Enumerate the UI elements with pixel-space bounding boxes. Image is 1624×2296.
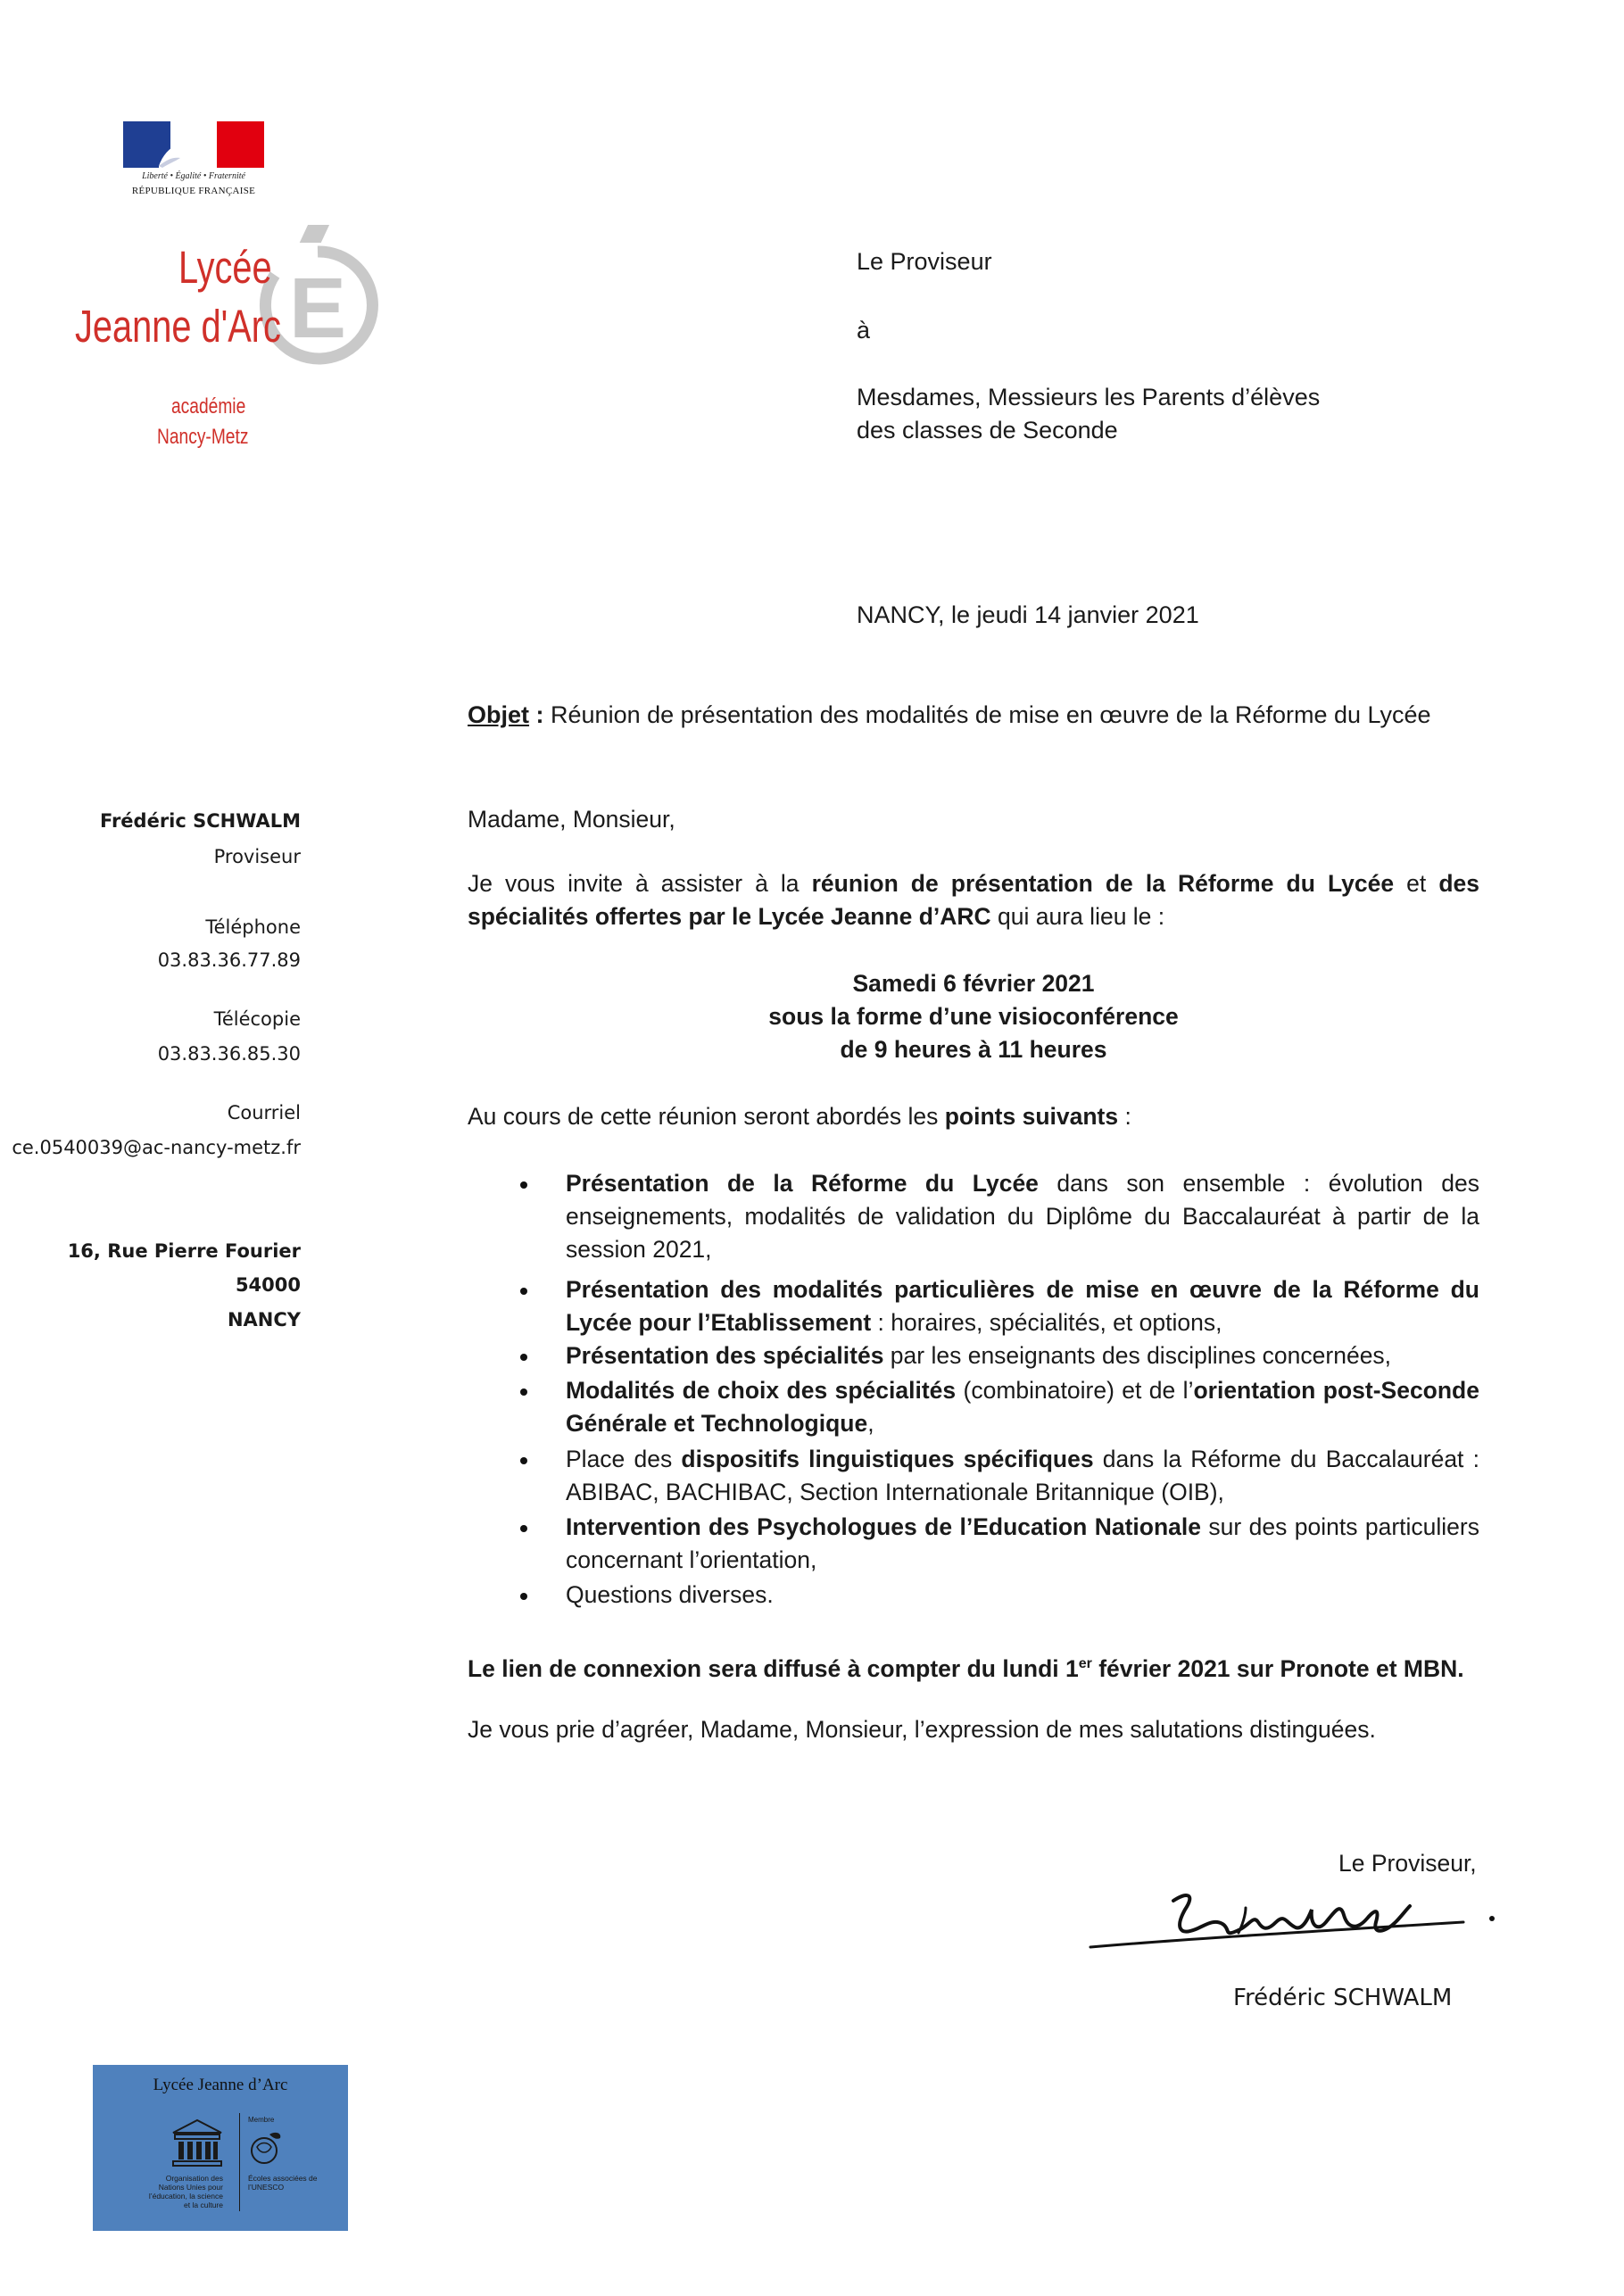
- list-item: [566, 1374, 1479, 1440]
- handwritten-signature-icon: [1089, 1883, 1517, 1972]
- event-format: sous la forme d’une visioconférence: [768, 1003, 1179, 1030]
- svg-text:E: E: [289, 261, 347, 356]
- intro-bold-3: spécialités offertes par le Lycée Jeanne d’ARC: [468, 903, 991, 930]
- intro-paragraph: [468, 867, 1479, 933]
- sidebar-fax-label: Télécopie: [213, 1008, 301, 1030]
- sidebar-phone-label: Téléphone: [205, 916, 301, 938]
- subject-text: Réunion de présentation des modalités de mise en œuvre de la Réforme du Lycée: [543, 701, 1431, 728]
- closing-formula: Je vous prie d’agréer, Madame, Monsieur, l’expression de mes salutations distinguées.: [468, 1716, 1376, 1743]
- event-date: Samedi 6 février 2021: [852, 970, 1095, 997]
- points-intro: [468, 1100, 1131, 1133]
- republique-motto: Liberté • Égalité • Fraternité: [142, 171, 245, 181]
- list-item-text: dans son ensemble : évolution des enseignements, modalités de validation du Diplôme du Baccalauréat à partir de la session 2021,: [566, 1170, 1479, 1263]
- link-text-1: Le lien de connexion sera diffusé à compter du lundi 1: [468, 1654, 1079, 1682]
- school-name-line1: Lycée: [178, 242, 272, 293]
- unesco-org-text: Organisation des Nations Unies pour l’éducation, la science et la culture: [148, 2174, 223, 2209]
- event-time: de 9 heures à 11 heures: [840, 1036, 1107, 1063]
- subject-colon: :: [529, 701, 544, 728]
- intro-text-3: qui aura lieu le :: [990, 903, 1165, 930]
- sidebar-email[interactable]: ce.0540039@ac-nancy-metz.fr: [12, 1137, 301, 1158]
- unesco-divider: [239, 2113, 240, 2211]
- recipient-line2: des classes de Seconde: [857, 417, 1118, 443]
- bullet-icon: [520, 1593, 527, 1600]
- list-item-prefix: Questions diverses.: [566, 1581, 774, 1608]
- list-item-bold: Intervention des Psychologues de l’Education Nationale: [566, 1513, 1201, 1540]
- sidebar-name: Frédéric SCHWALM: [99, 810, 301, 832]
- sidebar-fax: 03.83.36.85.30: [157, 1043, 301, 1065]
- list-item-bold: dispositifs linguistiques spécifiques: [681, 1446, 1094, 1472]
- salutation: Madame, Monsieur,: [468, 806, 675, 833]
- sidebar-phone: 03.83.36.77.89: [157, 949, 301, 971]
- sidebar-postcode: 54000: [235, 1274, 301, 1296]
- list-item-text: par les enseignants des disciplines concernées,: [883, 1342, 1392, 1369]
- unesco-schools-text: Écoles associées de l’UNESCO: [248, 2174, 318, 2192]
- intro-text-2: et: [1394, 870, 1439, 897]
- unesco-membre-label: Membre: [248, 2116, 275, 2124]
- list-item: [566, 1511, 1479, 1577]
- sender-title: Le Proviseur: [857, 248, 992, 275]
- subject-label: Objet: [468, 701, 530, 728]
- connection-link-notice: [468, 1647, 1464, 1686]
- list-item-bold: Présentation des spécialités: [566, 1342, 884, 1369]
- list-item-text: (combinatoire) et de l’: [956, 1377, 1194, 1404]
- bullet-icon: [520, 1388, 527, 1396]
- list-item-prefix: Place des: [566, 1446, 682, 1472]
- list-item-text: : horaires, spécialités, et options,: [871, 1309, 1222, 1336]
- intro-bold-1: réunion de présentation de la Réforme du Lycée: [811, 870, 1395, 897]
- bullet-icon: [520, 1288, 527, 1295]
- unesco-badge-title: Lycée Jeanne d’Arc: [153, 2076, 288, 2094]
- list-item: [566, 1167, 1479, 1266]
- academie-label: académie: [171, 394, 246, 419]
- republique-name: RÉPUBLIQUE FRANÇAISE: [131, 186, 256, 196]
- sidebar-title: Proviseur: [213, 846, 301, 867]
- school-name-line2: Jeanne d'Arc: [75, 301, 281, 352]
- list-item-bold-2: orientation post-Seconde Générale et Technologique: [566, 1377, 1479, 1437]
- bullet-icon: [520, 1457, 527, 1464]
- intro-bold-2: des: [1438, 870, 1479, 897]
- unesco-schools-icon: [244, 2127, 286, 2168]
- list-item-bold: Présentation de la Réforme du Lycée: [566, 1170, 1039, 1197]
- to-word: à: [857, 317, 871, 344]
- signature-name: Frédéric SCHWALM: [1233, 1985, 1453, 2011]
- sidebar-street: 16, Rue Pierre Fourier: [67, 1240, 301, 1262]
- date-line: NANCY, le jeudi 14 janvier 2021: [857, 601, 1199, 628]
- list-item-bold: Présentation des modalités particulières de mise en œuvre de la Réforme du Lycée pour l’Etablissement: [566, 1276, 1479, 1336]
- sidebar-city: NANCY: [227, 1309, 301, 1330]
- list-item: [566, 1273, 1479, 1339]
- list-item: [566, 1579, 1479, 1612]
- list-item-bold: Modalités de choix des spécialités: [566, 1377, 957, 1404]
- bullet-icon: [520, 1354, 527, 1361]
- list-item: [566, 1443, 1479, 1509]
- list-item: [566, 1339, 1479, 1372]
- list-item-text: dans la Réforme du Baccalauréat : ABIBAC, BACHIBAC, Section Internationale Britannique (OIB),: [566, 1446, 1479, 1505]
- recipient-line1: Mesdames, Messieurs les Parents d’élèves: [857, 384, 1321, 410]
- list-item-text: sur des points particuliers concernant l’orientation,: [566, 1513, 1479, 1573]
- signature-title: Le Proviseur,: [1338, 1850, 1477, 1877]
- marianne-flag-icon: [123, 121, 264, 168]
- unesco-temple-icon: [171, 2117, 223, 2168]
- points-text-1: Au cours de cette réunion seront abordés les: [468, 1103, 945, 1130]
- link-superscript: er: [1078, 1656, 1092, 1671]
- link-text-2: février 2021 sur Pronote et MBN.: [1091, 1654, 1464, 1682]
- bullet-icon: [520, 1525, 527, 1532]
- subject-line: [468, 701, 1431, 729]
- academie-name: Nancy-Metz: [157, 425, 249, 449]
- sidebar-email-label: Courriel: [227, 1102, 301, 1123]
- list-item-text-2: ,: [867, 1410, 874, 1437]
- bullet-icon: [520, 1181, 527, 1189]
- points-text-2: :: [1118, 1103, 1131, 1130]
- event-details: [468, 967, 1479, 1066]
- points-bold: points suivants: [944, 1103, 1119, 1130]
- intro-text-1: Je vous invite à assister à la: [468, 870, 812, 897]
